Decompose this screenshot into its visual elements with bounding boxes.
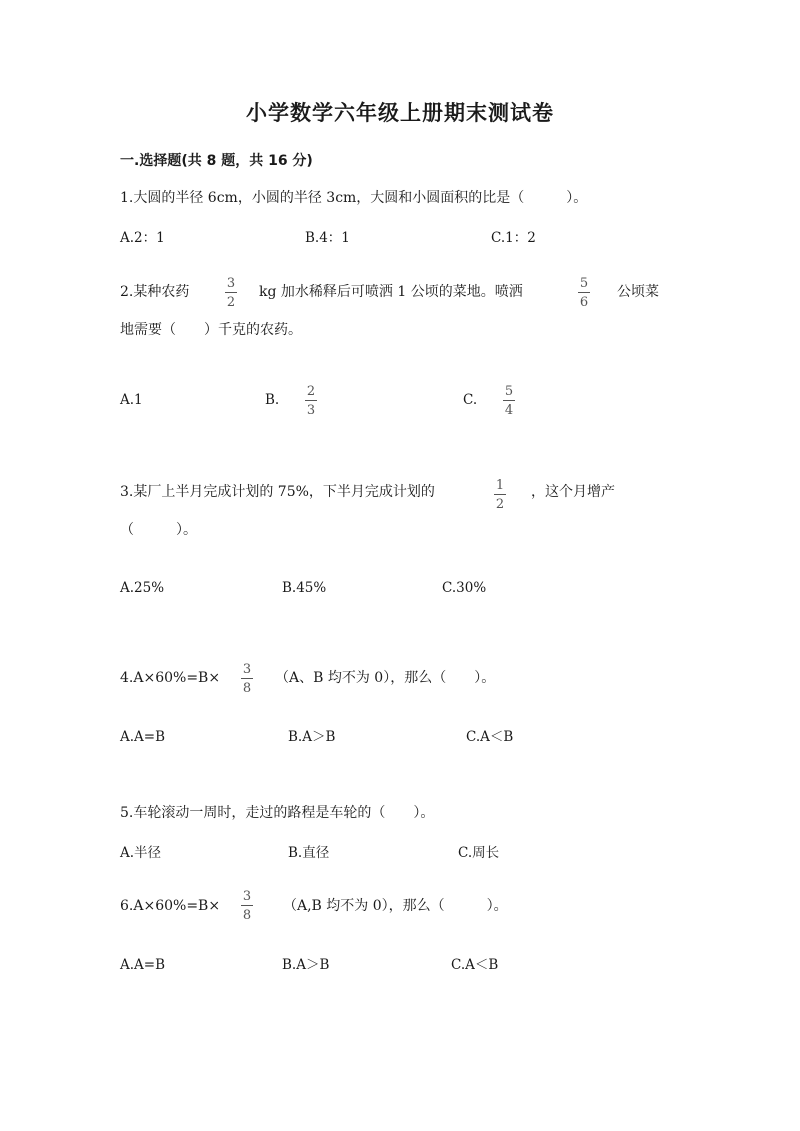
question-3-option-b: B.45% [282,580,327,596]
fraction-denominator: 4 [504,403,514,418]
fraction-denominator: 8 [242,681,252,696]
question-2-option-c-fraction [503,384,515,418]
fraction-numerator: 5 [504,384,514,399]
fraction-bar [503,400,515,401]
question-2-text-end: 公顷菜 [617,284,659,300]
question-3-text-start: 3.某厂上半月完成计划的 75%，下半月完成计划的 [120,484,435,500]
question-1-option-c: C.1：2 [491,230,536,246]
question-2-option-b-label: B. [265,392,280,408]
question-5-option-c: C.周长 [458,845,500,861]
question-6-option-c: C.A＜B [451,957,499,973]
fraction-bar [225,292,237,293]
fraction-bar [578,292,590,293]
fraction-numerator: 5 [579,276,589,291]
question-2-fraction-2 [578,276,590,310]
page-title: 小学数学六年级上册期末测试卷 [246,101,554,125]
question-4-option-b: B.A＞B [288,729,336,745]
fraction-numerator: 1 [495,478,505,493]
question-3-text-end: ，这个月增产 [531,484,615,500]
fraction-denominator: 6 [579,295,589,310]
question-5-text: 5.车轮滚动一周时，走过的路程是车轮的（ ）。 [120,805,435,821]
question-2-text-middle: kg 加水稀释后可喷洒 1 公顷的菜地。喷洒 [259,284,523,300]
question-1-option-b: B.4：1 [305,230,350,246]
fraction-bar [241,905,253,906]
question-4-text-start: 4.A×60%=B× [120,670,221,686]
question-3-text-line2: （ ）。 [120,522,197,538]
question-6-option-b: B.A＞B [282,957,330,973]
fraction-denominator: 2 [495,497,505,512]
question-3-option-c: C.30% [442,580,487,596]
fraction-numerator: 2 [306,384,316,399]
question-6-fraction [241,889,253,923]
question-2-option-a: A.1 [120,392,143,408]
question-3-option-a: A.25% [120,580,165,596]
question-2-option-c-label: C. [463,392,478,408]
question-4-option-a: A.A=B [120,729,166,745]
section-heading: 一.选择题(共 8 题，共 16 分) [120,153,313,169]
fraction-numerator: 3 [242,889,252,904]
question-1-option-a: A.2：1 [120,230,165,246]
question-5-option-a: A.半径 [120,845,162,861]
question-2-text-start: 2.某种农药 [120,284,190,300]
question-3-fraction [494,478,506,512]
question-4-fraction [241,662,253,696]
fraction-denominator: 3 [306,403,316,418]
question-5-option-b: B.直径 [288,845,330,861]
fraction-numerator: 3 [226,276,236,291]
question-6-text-start: 6.A×60%=B× [120,898,221,914]
fraction-denominator: 8 [242,908,252,923]
question-4-option-c: C.A＜B [466,729,514,745]
fraction-numerator: 3 [242,662,252,677]
question-1-text: 1.大圆的半径 6cm，小圆的半径 3cm，大圆和小圆面积的比是（ ）。 [120,190,588,206]
fraction-denominator: 2 [226,295,236,310]
question-2-text-line2: 地需要（ ）千克的农药。 [120,322,302,338]
fraction-bar [241,678,253,679]
question-2-option-b-fraction [305,384,317,418]
fraction-bar [494,494,506,495]
question-6-option-a: A.A=B [120,957,166,973]
fraction-bar [305,400,317,401]
question-2-fraction-1 [225,276,237,310]
question-4-text-end: （A、B 均不为 0），那么（ ）。 [275,670,496,686]
question-6-text-end: （A,B 均不为 0），那么（ ）。 [283,898,508,914]
